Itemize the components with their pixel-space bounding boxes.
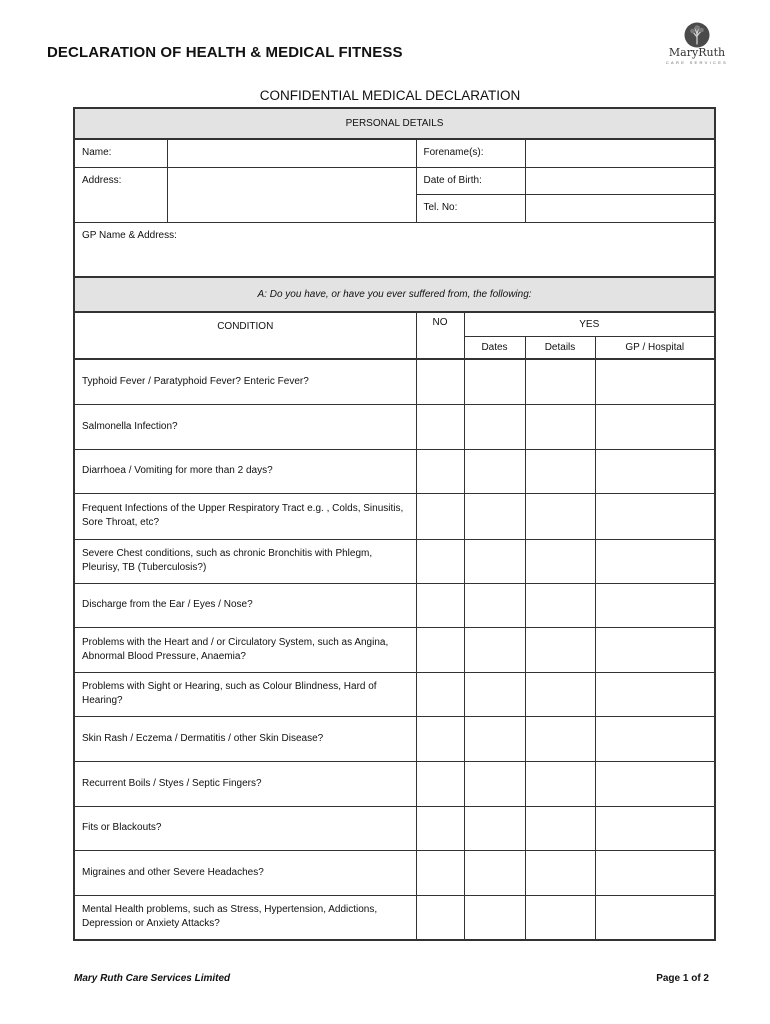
no-checkbox-cell[interactable] (416, 627, 464, 672)
tel-label: Tel. No: (416, 194, 525, 222)
no-checkbox-cell[interactable] (416, 449, 464, 493)
details-header: Details (525, 336, 595, 359)
no-checkbox-cell[interactable] (416, 806, 464, 850)
details-cell[interactable] (525, 627, 595, 672)
forenames-field[interactable] (525, 139, 715, 167)
address-field[interactable] (167, 167, 416, 222)
gp-hospital-cell[interactable] (595, 359, 715, 404)
page-title: DECLARATION OF HEALTH & MEDICAL FITNESS (47, 44, 403, 61)
gp-hospital-cell[interactable] (595, 583, 715, 627)
condition-label: Recurrent Boils / Styes / Septic Fingers? (74, 761, 416, 806)
gp-hospital-cell[interactable] (595, 493, 715, 539)
details-cell[interactable] (525, 583, 595, 627)
dates-cell[interactable] (464, 761, 525, 806)
details-cell[interactable] (525, 359, 595, 404)
tel-field[interactable] (525, 194, 715, 222)
no-checkbox-cell[interactable] (416, 672, 464, 716)
condition-row (74, 493, 715, 539)
gp-hospital-header: GP / Hospital (595, 336, 715, 359)
details-cell[interactable] (525, 716, 595, 761)
condition-row (74, 539, 715, 583)
section-a-heading: A: Do you have, or have you ever suffered from, the following: (74, 277, 715, 312)
condition-row (74, 895, 715, 940)
conditions-list (74, 359, 715, 940)
condition-label: Typhoid Fever / Paratyphoid Fever? Enteric Fever? (74, 359, 416, 404)
condition-label: Severe Chest conditions, such as chronic Bronchitis with Phlegm, Pleurisy, TB (Tuberculosis?) (74, 539, 416, 583)
condition-row (74, 404, 715, 449)
no-header: NO (416, 312, 464, 359)
gp-hospital-cell[interactable] (595, 672, 715, 716)
gp-hospital-cell[interactable] (595, 850, 715, 895)
details-cell[interactable] (525, 895, 595, 940)
dates-cell[interactable] (464, 404, 525, 449)
details-cell[interactable] (525, 850, 595, 895)
condition-row (74, 583, 715, 627)
condition-label: Frequent Infections of the Upper Respiratory Tract e.g. , Colds, Sinusitis, Sore Throat, etc? (74, 493, 416, 539)
gp-hospital-cell[interactable] (595, 539, 715, 583)
details-cell[interactable] (525, 539, 595, 583)
dates-cell[interactable] (464, 627, 525, 672)
condition-row (74, 359, 715, 404)
dates-cell[interactable] (464, 493, 525, 539)
dob-label: Date of Birth: (416, 167, 525, 194)
dates-cell[interactable] (464, 850, 525, 895)
condition-row (74, 672, 715, 716)
no-checkbox-cell[interactable] (416, 493, 464, 539)
condition-row (74, 627, 715, 672)
condition-row (74, 716, 715, 761)
dates-header: Dates (464, 336, 525, 359)
declaration-form (73, 107, 716, 941)
condition-label: Problems with Sight or Hearing, such as Colour Blindness, Hard of Hearing? (74, 672, 416, 716)
no-checkbox-cell[interactable] (416, 716, 464, 761)
condition-row (74, 761, 715, 806)
yes-header: YES (464, 312, 715, 336)
dates-cell[interactable] (464, 359, 525, 404)
details-cell[interactable] (525, 404, 595, 449)
condition-label: Diarrhoea / Vomiting for more than 2 days? (74, 449, 416, 493)
no-checkbox-cell[interactable] (416, 359, 464, 404)
dates-cell[interactable] (464, 716, 525, 761)
gp-hospital-cell[interactable] (595, 716, 715, 761)
condition-label: Fits or Blackouts? (74, 806, 416, 850)
footer-company: Mary Ruth Care Services Limited (74, 973, 231, 984)
details-cell[interactable] (525, 761, 595, 806)
logo-subtext: CARE SERVICES (665, 60, 729, 65)
name-field[interactable] (167, 139, 416, 167)
no-checkbox-cell[interactable] (416, 895, 464, 940)
details-cell[interactable] (525, 493, 595, 539)
condition-label: Migraines and other Severe Headaches? (74, 850, 416, 895)
personal-details-heading: PERSONAL DETAILS (74, 108, 715, 139)
details-cell[interactable] (525, 449, 595, 493)
condition-row (74, 449, 715, 493)
no-checkbox-cell[interactable] (416, 583, 464, 627)
condition-row (74, 850, 715, 895)
dates-cell[interactable] (464, 895, 525, 940)
gp-label: GP Name & Address: (82, 229, 177, 241)
dob-field[interactable] (525, 167, 715, 194)
footer-page-number: Page 1 of 2 (656, 973, 709, 984)
gp-hospital-cell[interactable] (595, 627, 715, 672)
gp-hospital-cell[interactable] (595, 806, 715, 850)
gp-hospital-cell[interactable] (595, 404, 715, 449)
dates-cell[interactable] (464, 672, 525, 716)
condition-header: CONDITION (74, 312, 416, 359)
name-label: Name: (74, 139, 167, 167)
forenames-label: Forename(s): (416, 139, 525, 167)
tree-logo-icon (684, 22, 710, 48)
dates-cell[interactable] (464, 449, 525, 493)
logo-name: MaryRuth (668, 46, 726, 59)
company-logo (660, 22, 734, 72)
no-checkbox-cell[interactable] (416, 404, 464, 449)
no-checkbox-cell[interactable] (416, 850, 464, 895)
no-checkbox-cell[interactable] (416, 761, 464, 806)
gp-hospital-cell[interactable] (595, 449, 715, 493)
condition-label: Mental Health problems, such as Stress, Hypertension, Addictions, Depression or Anxiety Attacks? (74, 895, 416, 940)
dates-cell[interactable] (464, 806, 525, 850)
gp-hospital-cell[interactable] (595, 895, 715, 940)
condition-row (74, 806, 715, 850)
gp-field[interactable] (74, 222, 715, 277)
gp-hospital-cell[interactable] (595, 761, 715, 806)
details-cell[interactable] (525, 672, 595, 716)
condition-label: Problems with the Heart and / or Circulatory System, such as Angina, Abnormal Blood Pressure, Anaemia? (74, 627, 416, 672)
dates-cell[interactable] (464, 539, 525, 583)
details-cell[interactable] (525, 806, 595, 850)
condition-label: Discharge from the Ear / Eyes / Nose? (74, 583, 416, 627)
no-checkbox-cell[interactable] (416, 539, 464, 583)
address-label: Address: (74, 167, 167, 222)
dates-cell[interactable] (464, 583, 525, 627)
condition-label: Skin Rash / Eczema / Dermatitis / other Skin Disease? (74, 716, 416, 761)
condition-label: Salmonella Infection? (74, 404, 416, 449)
form-subtitle: CONFIDENTIAL MEDICAL DECLARATION (259, 88, 521, 103)
